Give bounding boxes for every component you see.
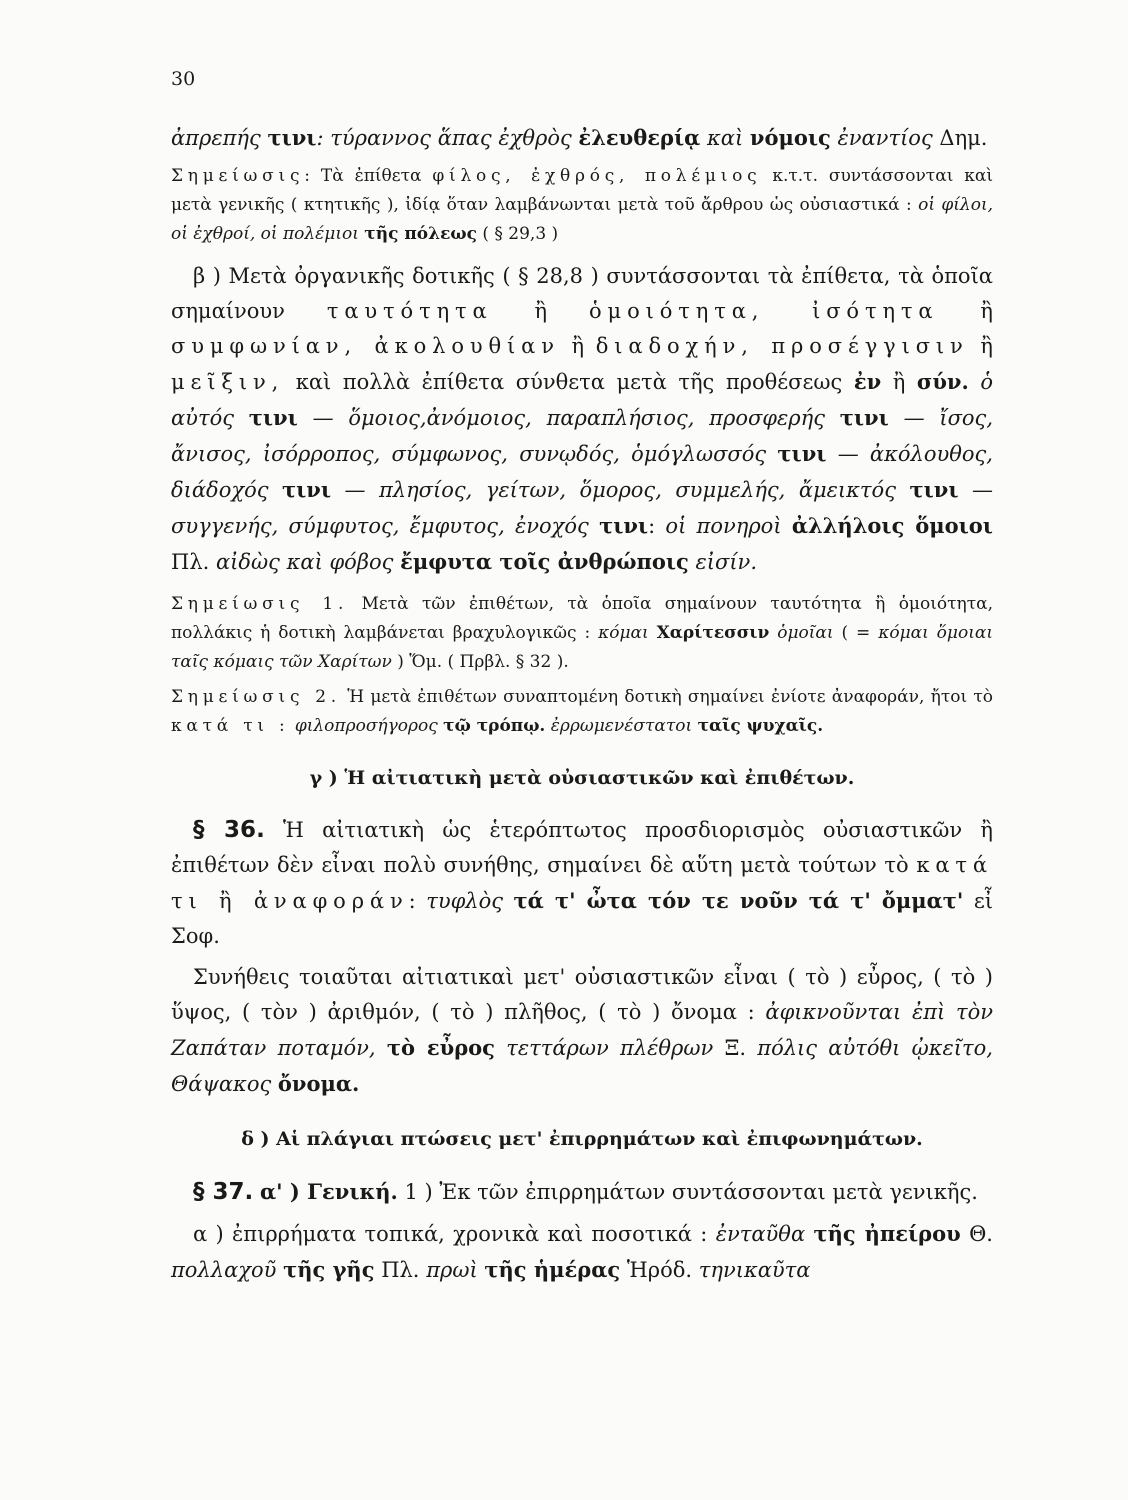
- text-span: ἔμφυτα τοῖς ἀνθρώποις: [400, 549, 689, 574]
- text-span: τινι: [777, 441, 827, 466]
- text-span: α' ) Γενική.: [259, 1179, 398, 1204]
- intro-paragraph: [171, 120, 993, 156]
- text-span: φιλοπροσήγορος: [294, 716, 438, 736]
- note-label: Σημείωσις 1.: [171, 594, 349, 614]
- text-span: καὶ: [707, 126, 744, 150]
- note-label: Σημείωσις 2.: [171, 687, 341, 707]
- text-span: τινι: [909, 477, 959, 502]
- note-paragraph-1: [171, 162, 993, 249]
- section-heading-delta: δ ) Αἱ πλάγιαι πτώσεις μετ' ἐπιρρημάτων καὶ ἐπιφωνημάτων.: [241, 1128, 923, 1150]
- text-span: β ) Μετὰ ὀργανικῆς δοτικῆς ( § 28,8 ) συντάσσονται τὰ ἐπίθετα, τὰ ὁποῖα σημαίνουν: [171, 264, 993, 323]
- text-span: Ἡ αἰτιατικὴ ὡς ἑτερόπτωτος προσδιορισμὸς οὐσιαστικῶν ἢ ἐπιθέτων δὲν εἶναι πολὺ συνήθης, σημαίνει δὲ αὕτη μετὰ τούτων τὸ: [171, 818, 993, 877]
- text-span: ὁ αὐτός: [171, 370, 993, 430]
- text-span: τυφλὸς: [426, 889, 504, 913]
- paragraph-section-37-a: [171, 1216, 993, 1288]
- text-span: Ἡρόδ.: [626, 1258, 693, 1282]
- text-span: — ἀκόλουθος, διάδοχός: [171, 442, 993, 502]
- text-span: τινι: [839, 405, 889, 430]
- text-span: νόμοις: [749, 125, 831, 150]
- text-span: πόλις αὐτόθι ᾠκεῖτο, Θάψακος: [171, 1036, 993, 1096]
- text-span: τινι: [248, 405, 298, 430]
- text-span: Συνήθεις τοιαῦται αἰτιατικαὶ μετ' οὐσιαστικῶν εἶναι ( τὸ ) εὖρος, ( τὸ ) ὕψος, ( τὸν ) ἀριθμόν, ( τὸ ) πλῆθος, ( τὸ ) ὄνομα :: [171, 965, 993, 1024]
- section-heading-gamma: γ ) Ἡ αἰτιατικὴ μετὰ οὐσιαστικῶν καὶ ἐπιθέτων.: [309, 767, 855, 789]
- text-span: οἱ φίλοι, οἱ ἐχθροί, οἱ πολέμιοι: [171, 195, 994, 244]
- text-span: : τύραννος ἅπας ἐχθρὸς: [316, 126, 572, 150]
- text-span: Θ.: [969, 1222, 993, 1246]
- text-span: μεῖξιν,: [171, 370, 285, 394]
- text-span: κατά τι ἢ ἀναφοράν: [171, 853, 993, 913]
- note-paragraph-3: [171, 683, 993, 741]
- text-span: τὸ εὖρος: [386, 1035, 495, 1060]
- text-span: Πλ.: [171, 550, 210, 574]
- text-span: τινι: [281, 477, 331, 502]
- text-span: συμφωνίαν, ἀκολουθίαν: [171, 334, 560, 358]
- text-span: ἢ: [571, 334, 585, 358]
- text-span: καὶ πολλὰ ἐπίθετα σύνθετα μετὰ τῆς προθέσεως: [295, 370, 843, 394]
- text-span: ταυτότητα: [326, 299, 493, 323]
- text-span: διαδοχήν, προσέγγισιν: [595, 334, 969, 358]
- text-span: Χαρίτεσσιν: [656, 623, 770, 643]
- text-span: ἢ: [980, 334, 993, 358]
- section-number: § 37.: [193, 1179, 254, 1205]
- text-span: ὁμοῖαι: [777, 623, 834, 643]
- text-span: : Τὰ ἐπίθετα: [304, 166, 422, 186]
- text-span: ἐν: [853, 369, 882, 394]
- text-span: :: [648, 514, 656, 538]
- text-span: — ἴσος, ἄνισος, ἰσόρροπος, σύμφωνος, συνῳδός, ὁμόγλωσσός: [171, 406, 993, 466]
- paragraph-beta: [171, 259, 993, 580]
- paragraph-section-36: [171, 813, 993, 954]
- text-span: τινι: [267, 125, 317, 150]
- text-span: τῆς γῆς: [283, 1257, 375, 1282]
- text-span: πρωὶ: [426, 1258, 478, 1282]
- text-span: 1 ) Ἐκ τῶν ἐπιρρημάτων συντάσσονται μετὰ γενικῆς.: [404, 1180, 978, 1204]
- text-span: ( § 29,3 ): [482, 224, 559, 244]
- text-span: τά τ' ὦτα τόν τε νοῦν τά τ' ὄμματ': [513, 888, 964, 913]
- text-span: Δημ.: [939, 126, 988, 150]
- text-span: ἢ: [980, 299, 993, 323]
- text-span: κόμαι ὅμοιαι ταῖς κόμαις τῶν Χαρίτων: [171, 623, 994, 672]
- text-span: α ) ἐπιρρήματα τοπικά, χρονικὰ καὶ ποσοτικά :: [193, 1222, 708, 1246]
- text-span: τῆς ἠπείρου: [813, 1221, 961, 1246]
- text-span: τινι: [599, 513, 649, 538]
- text-span: ἢ: [892, 370, 906, 394]
- text-span: αἰδὼς καὶ φόβος: [216, 550, 394, 574]
- text-span: οἱ πονηροὶ: [665, 514, 782, 538]
- text-span: ὁμοιότητα, ἰσότητα: [589, 299, 939, 323]
- note-paragraph-2: [171, 590, 993, 677]
- text-span: φίλος, ἐχθρός, πολέμιος: [432, 166, 762, 186]
- text-span: Πλ.: [381, 1258, 420, 1282]
- text-span: κ.τ.τ. συντάσσονται καὶ μετὰ γενικῆς ( κτητικῆς ), ἰδίᾳ ὅταν λαμβάνωνται μετὰ τοῦ ἄρθρου ὡς οὐσιαστικά :: [171, 166, 994, 215]
- text-span: τῷ τρόπῳ.: [443, 716, 546, 736]
- text-span: τῆς πόλεως: [364, 224, 477, 244]
- page-number: 30: [171, 68, 196, 90]
- text-span: τηνικαῦτα: [698, 1258, 811, 1282]
- text-span: — ὅμοιος,ἀνόμοιος, παραπλήσιος, προσφερής: [312, 406, 825, 430]
- text-span: εἶ Σοφ.: [171, 889, 993, 948]
- text-span: πολλαχοῦ: [171, 1258, 277, 1282]
- text-span: ἐρρωμενέστατοι: [550, 716, 693, 736]
- text-span: ἀπρεπής: [171, 126, 261, 150]
- paragraph-section-37: [171, 1174, 993, 1210]
- text-span: σύν.: [916, 369, 969, 394]
- text-span: Ἡ μετὰ ἐπιθέτων συναπτομένη δοτικὴ σημαίνει ἐνίοτε ἀναφοράν, ἤτοι τὸ: [347, 687, 994, 707]
- paragraph-section-36-b: [171, 960, 993, 1102]
- page-body: [171, 120, 993, 1288]
- section-number: § 36.: [193, 817, 265, 843]
- text-span: ( =: [841, 623, 871, 643]
- text-span: — πλησίος, γείτων, ὅμορος, συμμελής, ἄμεικτός: [344, 478, 896, 502]
- text-span: ὄνομα.: [277, 1071, 360, 1096]
- text-span: ταῖς ψυχαῖς.: [697, 716, 824, 736]
- text-span: κατά τι :: [171, 716, 290, 736]
- note-label: Σημείωσις: [171, 166, 305, 186]
- text-span: — συγγενής, σύμφυτος, ἔμφυτος, ἐνοχός: [171, 478, 993, 538]
- text-span: τεττάρων πλέθρων: [506, 1036, 714, 1060]
- text-span: ) Ὅμ. ( Πρβλ. § 32 ).: [397, 652, 569, 672]
- text-span: τῆς ἡμέρας: [484, 1257, 621, 1282]
- text-span: Μετὰ τῶν ἐπιθέτων, τὰ ὁποῖα σημαίνουν ταυτότητα ἢ ὁμοιότητα, πολλάκις ἡ δοτικὴ λαμβάνεται βραχυλογικῶς :: [171, 594, 993, 643]
- text-span: ἐνταῦθα: [715, 1222, 806, 1246]
- text-span: ἐλευθερίᾳ: [578, 125, 701, 150]
- text-span: ἐναντίος: [837, 126, 933, 150]
- text-span: :: [408, 889, 416, 913]
- text-span: Ξ.: [724, 1036, 747, 1060]
- text-span: κόμαι: [598, 623, 649, 643]
- text-span: εἰσίν.: [695, 550, 757, 574]
- text-span: ἀφικνοῦνται ἐπὶ τὸν Ζαπάταν ποταμόν,: [171, 1000, 994, 1060]
- text-span: ἀλλήλοις ὅμοιοι: [791, 513, 993, 538]
- text-span: ἢ: [534, 299, 548, 323]
